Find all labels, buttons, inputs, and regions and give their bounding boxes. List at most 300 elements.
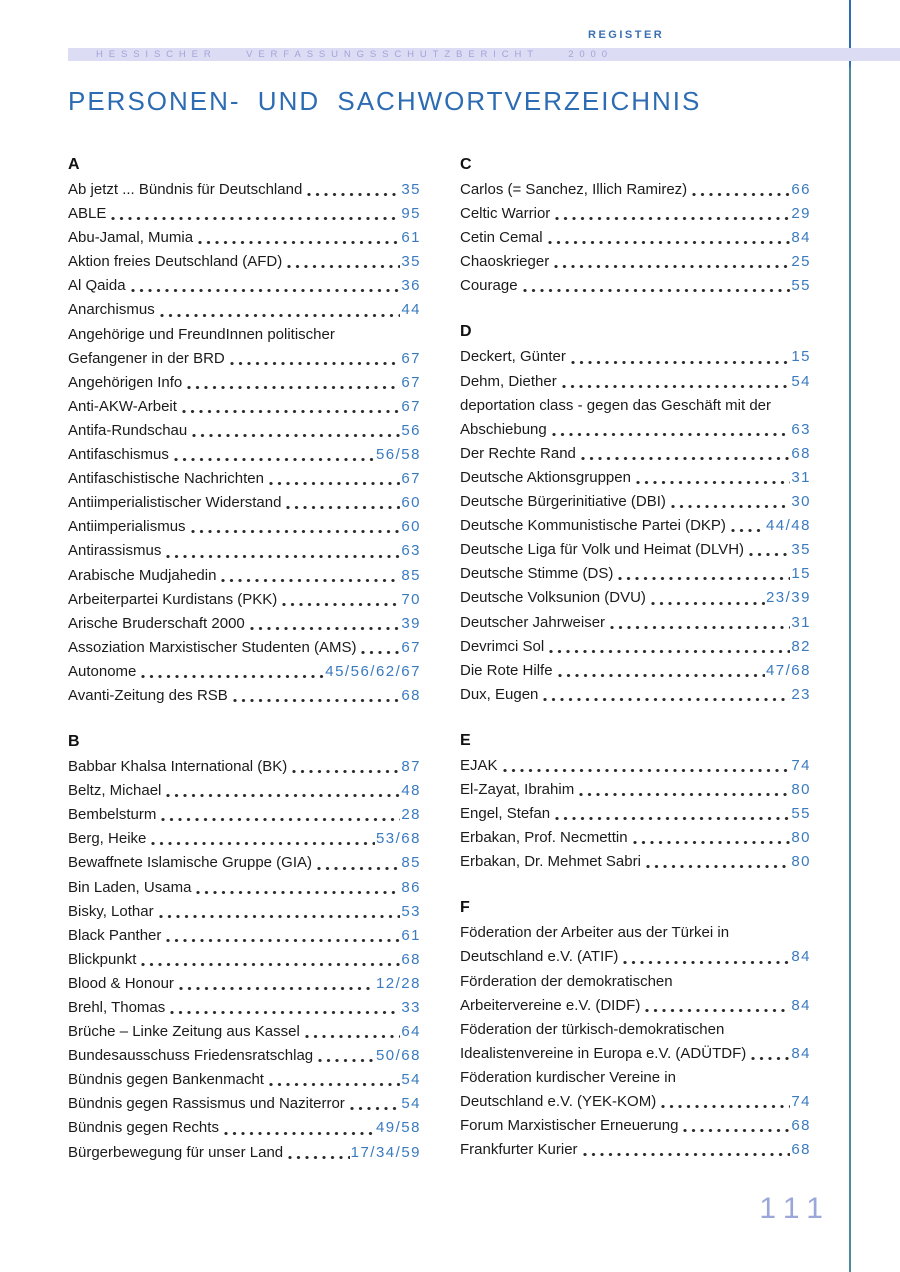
dot-leader <box>555 217 790 220</box>
vertical-rule <box>849 0 851 1272</box>
section-letter: A <box>68 156 80 173</box>
entry-pages: 67 <box>401 349 421 367</box>
index-entry <box>68 298 421 322</box>
dot-leader <box>749 553 790 556</box>
entry-text: Antifaschismus <box>68 446 169 464</box>
section-letter: E <box>460 731 471 749</box>
entry-text: Abschiebung <box>460 420 547 438</box>
dot-leader <box>166 794 400 797</box>
entry-pages: 49/58 <box>375 1119 421 1137</box>
entry-text: deportation class - gegen das Geschäft mit der <box>460 396 772 414</box>
dot-leader <box>671 505 790 508</box>
dot-leader <box>269 1083 400 1086</box>
index-entry <box>68 539 421 563</box>
dot-leader <box>751 1057 790 1060</box>
index-entry <box>68 779 421 803</box>
index-entry <box>460 250 811 274</box>
entry-text: Föderation der Arbeiter aus der Türkei in <box>460 924 730 942</box>
dot-leader <box>317 867 400 870</box>
entry-text: Dux, Eugen <box>460 685 539 703</box>
entry-text: Föderation kurdischer Vereine in <box>460 1068 676 1086</box>
index-entry <box>68 395 421 419</box>
entry-pages: 68 <box>791 1141 811 1159</box>
entry-pages: 28 <box>401 806 421 824</box>
entry-text: Deutsche Volksunion (DVU) <box>460 589 646 607</box>
index-entry <box>68 274 421 298</box>
dot-leader <box>610 626 790 629</box>
dot-leader <box>288 1156 349 1159</box>
entry-pages: 54 <box>791 372 811 390</box>
entry-text: Deutsche Kommunistische Partei (DKP) <box>460 517 726 535</box>
index-entry <box>68 1068 421 1092</box>
entry-pages: 35 <box>401 181 421 198</box>
entry-text: Brüche – Linke Zeitung aus Kassel <box>68 1023 300 1041</box>
dot-leader <box>555 817 790 820</box>
entry-text: Bembelsturm <box>68 806 157 824</box>
entry-text: Chaoskrieger <box>460 253 550 271</box>
dot-leader <box>191 530 401 533</box>
index-column-right <box>460 152 811 1183</box>
dot-leader <box>187 386 400 389</box>
entry-text: Bündnis gegen Bankenmacht <box>68 1071 264 1089</box>
entry-pages: 44/48 <box>765 517 811 535</box>
entry-pages: 60 <box>401 494 421 512</box>
entry-pages: 84 <box>791 229 811 247</box>
entry-text: Ab jetzt ... Bündnis für Deutschland <box>68 181 303 198</box>
entry-text: Bewaffnete Islamische Gruppe (GIA) <box>68 854 312 872</box>
entry-text: Antifa-Rundschau <box>68 421 188 439</box>
entry-text: Cetin Cemal <box>460 229 543 247</box>
dot-leader <box>282 603 400 606</box>
entry-text: Aktion freies Deutschland (AFD) <box>68 253 283 271</box>
index-section-B <box>68 729 421 1165</box>
entry-text: Gefangener in der BRD <box>68 349 225 367</box>
entry-text: Antirassismus <box>68 542 162 560</box>
index-entry <box>460 850 811 874</box>
dot-leader <box>286 506 400 509</box>
index-entry <box>68 924 421 948</box>
index-entry <box>460 274 811 298</box>
index-entry <box>68 226 421 250</box>
entry-text: Bürgerbewegung für unser Land <box>68 1143 284 1161</box>
dot-leader <box>160 314 401 317</box>
page-number: 111 <box>759 1192 832 1225</box>
entry-pages: 85 <box>401 566 421 584</box>
entry-pages: 68 <box>401 950 421 968</box>
index-entry <box>460 586 811 610</box>
entry-pages: 33 <box>401 999 421 1016</box>
entry-text: Carlos (= Sanchez, Illich Ramirez) <box>460 181 688 198</box>
entry-pages: 17/34/59 <box>350 1143 421 1161</box>
dot-leader <box>552 433 791 436</box>
entry-pages: 50/68 <box>375 1047 421 1065</box>
index-entry <box>68 996 421 1020</box>
dot-leader <box>161 818 400 821</box>
index-entry <box>460 226 811 250</box>
entry-text: Engel, Stefan <box>460 805 551 823</box>
dot-leader <box>250 627 401 630</box>
index-entry <box>68 371 421 395</box>
dot-leader <box>269 482 400 485</box>
index-entry <box>68 1044 421 1068</box>
entry-pages: 23 <box>791 685 811 703</box>
dot-leader <box>224 1132 375 1135</box>
dot-leader <box>361 651 400 654</box>
entry-text: Forum Marxistischer Erneuerung <box>460 1117 679 1135</box>
entry-text: EJAK <box>460 756 498 774</box>
entry-pages: 29 <box>791 205 811 223</box>
entry-pages: 67 <box>401 638 421 656</box>
dot-leader <box>558 674 765 677</box>
entry-text: Deutsche Bürgerinitiative (DBI) <box>460 493 666 511</box>
entry-text: Dehm, Diether <box>460 372 557 390</box>
index-entry <box>460 394 811 418</box>
index-entry <box>68 467 421 491</box>
entry-text: Deutschland e.V. (ATIF) <box>460 948 619 966</box>
entry-pages: 53/68 <box>375 830 421 848</box>
dot-leader <box>233 699 401 702</box>
index-entry <box>68 612 421 636</box>
entry-pages: 74 <box>791 756 811 774</box>
entry-pages: 64 <box>401 1023 421 1041</box>
entry-pages: 74 <box>791 1093 811 1110</box>
entry-text: Erbakan, Prof. Necmettin <box>460 829 628 847</box>
index-entry <box>68 636 421 660</box>
section-letter: B <box>68 733 80 751</box>
entry-text: Förderation der demokratischen <box>460 972 673 990</box>
entry-text: Deckert, Günter <box>460 348 566 366</box>
index-entry <box>68 588 421 612</box>
index-entry <box>460 442 811 466</box>
page-title: PERSONEN- UND SACHWORTVERZEICHNIS <box>68 86 702 116</box>
index-entry <box>68 202 421 226</box>
index-entry <box>460 1042 811 1066</box>
entry-text: Anarchismus <box>68 301 155 319</box>
entry-text: Deutsche Liga für Volk und Heimat (DLVH) <box>460 541 745 559</box>
index-entry <box>68 443 421 467</box>
entry-pages: 82 <box>791 637 811 655</box>
entry-text: Bündnis gegen Rechts <box>68 1119 219 1137</box>
index-entry <box>68 178 421 202</box>
entry-pages: 30 <box>791 493 811 511</box>
entry-pages: 80 <box>791 829 811 847</box>
entry-text: Angehörige und FreundInnen politischer <box>68 325 335 343</box>
index-entry <box>68 803 421 827</box>
dot-leader <box>307 193 400 196</box>
dot-leader <box>221 579 400 582</box>
dot-leader <box>548 241 791 244</box>
index-entry <box>460 635 811 659</box>
entry-text: Deutsche Aktionsgruppen <box>460 468 631 486</box>
entry-text: Antifaschistische Nachrichten <box>68 470 264 488</box>
dot-leader <box>166 555 400 558</box>
entry-pages: 55 <box>791 805 811 823</box>
entry-text: Blickpunkt <box>68 950 137 968</box>
entry-text: Devrimci Sol <box>460 637 545 655</box>
entry-text: Arbeitervereine e.V. (DIDF) <box>460 996 641 1014</box>
entry-pages: 35 <box>401 253 421 271</box>
entry-text: Der Rechte Rand <box>460 444 576 462</box>
index-entry <box>68 827 421 851</box>
entry-text: Autonome <box>68 662 137 680</box>
dot-leader <box>141 963 400 966</box>
entry-text: El-Zayat, Ibrahim <box>460 780 575 798</box>
report-title-band <box>68 48 900 61</box>
index-entry <box>460 921 811 945</box>
index-entry <box>68 948 421 972</box>
entry-pages: 12/28 <box>375 974 421 992</box>
dot-leader <box>170 1011 400 1014</box>
index-entry <box>68 660 421 684</box>
entry-pages: 67 <box>401 397 421 415</box>
index-entry <box>68 419 421 443</box>
index-entry <box>68 1020 421 1044</box>
index-entry <box>460 994 811 1018</box>
entry-pages: 68 <box>791 1117 811 1135</box>
entry-pages: 15 <box>791 565 811 583</box>
entry-pages: 48 <box>401 782 421 800</box>
entry-text: Idealistenvereine in Europa e.V. (ADÜTDF) <box>460 1044 747 1062</box>
index-entry <box>68 755 421 779</box>
dot-leader <box>141 675 324 678</box>
entry-text: Bündnis gegen Rassismus und Naziterror <box>68 1095 345 1113</box>
entry-text: Al Qaida <box>68 277 126 295</box>
entry-pages: 31 <box>791 613 811 631</box>
index-entry <box>460 418 811 442</box>
index-entry <box>460 538 811 562</box>
entry-text: ABLE <box>68 205 107 223</box>
index-entry <box>68 515 421 539</box>
index-entry <box>68 491 421 515</box>
section-letter: D <box>460 323 472 341</box>
index-column-left <box>68 152 421 1186</box>
entry-pages: 70 <box>401 590 421 608</box>
dot-leader <box>198 241 400 244</box>
entry-text: Avanti-Zeitung des RSB <box>68 686 228 704</box>
entry-text: Deutscher Jahrweiser <box>460 613 606 631</box>
register-label: REGISTER <box>588 29 665 41</box>
entry-text: Deutschland e.V. (YEK-KOM) <box>460 1093 657 1110</box>
dot-leader <box>151 842 375 845</box>
index-entry <box>68 876 421 900</box>
dot-leader <box>174 458 375 461</box>
index-entry <box>68 851 421 875</box>
dot-leader <box>543 698 790 701</box>
index-entry <box>460 778 811 802</box>
dot-leader <box>166 939 400 942</box>
dot-leader <box>623 961 790 964</box>
entry-text: Frankfurter Kurier <box>460 1141 578 1159</box>
index-entry <box>68 684 421 708</box>
entry-pages: 63 <box>401 542 421 560</box>
entry-pages: 56 <box>401 421 421 439</box>
entry-pages: 55 <box>791 277 811 295</box>
index-entry <box>68 1116 421 1140</box>
entry-text: Abu-Jamal, Mumia <box>68 229 194 247</box>
entry-text: Deutsche Stimme (DS) <box>460 565 614 583</box>
dot-leader <box>503 769 791 772</box>
dot-leader <box>523 289 791 292</box>
dot-leader <box>318 1059 375 1062</box>
entry-text: Beltz, Michael <box>68 782 162 800</box>
entry-text: Arische Bruderschaft 2000 <box>68 614 245 632</box>
entry-text: Bundesausschuss Friedensratschlag <box>68 1047 314 1065</box>
report-title-band-text: HESSISCHER VERFASSUNGSSCHUTZBERICHT 2000 <box>96 49 613 60</box>
index-entry <box>460 945 811 969</box>
dot-leader <box>287 265 400 268</box>
entry-text: Bin Laden, Usama <box>68 878 192 896</box>
entry-pages: 15 <box>791 348 811 366</box>
entry-pages: 95 <box>401 205 421 223</box>
dot-leader <box>131 289 401 292</box>
entry-pages: 84 <box>791 948 811 966</box>
index-entry <box>460 1066 811 1090</box>
entry-text: Arbeiterpartei Kurdistans (PKK) <box>68 590 278 608</box>
index-section-E <box>460 728 811 874</box>
entry-text: Föderation der türkisch-demokratischen <box>460 1020 725 1038</box>
entry-text: Antiimperialismus <box>68 518 186 536</box>
dot-leader <box>633 841 791 844</box>
entry-pages: 63 <box>791 420 811 438</box>
entry-pages: 68 <box>791 444 811 462</box>
entry-pages: 84 <box>791 996 811 1014</box>
dot-leader <box>182 410 400 413</box>
entry-text: Berg, Heike <box>68 830 147 848</box>
entry-pages: 54 <box>401 1071 421 1089</box>
index-section-A <box>68 152 421 708</box>
dot-leader <box>549 650 790 653</box>
index-entry <box>460 1018 811 1042</box>
dot-leader <box>618 577 790 580</box>
dot-leader <box>636 481 790 484</box>
entry-text: Celtic Warrior <box>460 205 551 223</box>
dot-leader <box>305 1035 401 1038</box>
entry-text: Die Rote Hilfe <box>460 661 553 679</box>
entry-pages: 39 <box>401 614 421 632</box>
entry-text: Bisky, Lothar <box>68 902 154 920</box>
entry-text: Antiimperialistischer Widerstand <box>68 494 282 512</box>
dot-leader <box>292 770 400 773</box>
index-entry <box>68 900 421 924</box>
index-entry <box>460 754 811 778</box>
dot-leader <box>583 1153 791 1156</box>
entry-pages: 54 <box>401 1095 421 1113</box>
index-entry <box>460 514 811 538</box>
dot-leader <box>179 987 375 990</box>
index-entry <box>460 1114 811 1138</box>
dot-leader <box>692 193 790 196</box>
dot-leader <box>579 793 790 796</box>
dot-leader <box>571 361 790 364</box>
entry-pages: 35 <box>791 541 811 559</box>
entry-pages: 68 <box>401 686 421 704</box>
entry-text: Arabische Mudjahedin <box>68 566 217 584</box>
entry-pages: 80 <box>791 853 811 871</box>
index-entry <box>460 345 811 369</box>
dot-leader <box>683 1129 790 1132</box>
dot-leader <box>230 362 401 365</box>
entry-pages: 56/58 <box>375 446 421 464</box>
dot-leader <box>645 1009 790 1012</box>
index-entry <box>68 972 421 996</box>
entry-pages: 66 <box>791 181 811 198</box>
index-entry <box>460 490 811 514</box>
entry-pages: 85 <box>401 854 421 872</box>
entry-pages: 61 <box>401 229 421 247</box>
dot-leader <box>646 865 790 868</box>
index-entry <box>68 347 421 371</box>
entry-pages: 23/39 <box>765 589 811 607</box>
entry-text: Babbar Khalsa International (BK) <box>68 758 288 776</box>
entry-text: Blood & Honour <box>68 974 174 992</box>
dot-leader <box>562 385 791 388</box>
entry-pages: 67 <box>401 470 421 488</box>
dot-leader <box>192 434 400 437</box>
dot-leader <box>661 1105 790 1108</box>
entry-text: Courage <box>460 277 518 295</box>
index-section-C <box>460 152 811 298</box>
entry-text: Black Panther <box>68 926 162 944</box>
dot-leader <box>196 891 400 894</box>
index-entry <box>68 1092 421 1116</box>
index-section-D <box>460 319 811 706</box>
entry-pages: 86 <box>401 878 421 896</box>
index-entry <box>460 659 811 683</box>
section-letter: C <box>460 156 472 173</box>
index-entry <box>460 466 811 490</box>
entry-text: Anti-AKW-Arbeit <box>68 397 177 415</box>
entry-pages: 87 <box>401 758 421 776</box>
index-entry <box>460 802 811 826</box>
index-entry <box>460 178 811 202</box>
entry-pages: 61 <box>401 926 421 944</box>
entry-pages: 47/68 <box>765 661 811 679</box>
entry-pages: 45/56/62/67 <box>325 662 421 680</box>
dot-leader <box>651 602 765 605</box>
index-entry <box>460 1090 811 1114</box>
entry-text: Assoziation Marxistischer Studenten (AMS) <box>68 638 357 656</box>
dot-leader <box>111 217 400 220</box>
entry-text: Erbakan, Dr. Mehmet Sabri <box>460 853 641 871</box>
index-entry <box>460 611 811 635</box>
dot-leader <box>731 529 765 532</box>
entry-text: Brehl, Thomas <box>68 999 166 1016</box>
entry-pages: 67 <box>401 373 421 391</box>
entry-pages: 36 <box>401 277 421 295</box>
dot-leader <box>581 457 790 460</box>
index-entry <box>460 683 811 707</box>
section-letter: F <box>460 899 470 917</box>
entry-pages: 84 <box>791 1044 811 1062</box>
entry-pages: 44 <box>401 301 421 319</box>
entry-pages: 80 <box>791 780 811 798</box>
dot-leader <box>554 265 790 268</box>
index-entry <box>460 202 811 226</box>
dot-leader <box>350 1107 401 1110</box>
index-entry <box>68 564 421 588</box>
index-entry <box>68 323 421 347</box>
entry-pages: 53 <box>401 902 421 920</box>
dot-leader <box>159 915 401 918</box>
entry-pages: 60 <box>401 518 421 536</box>
index-entry <box>460 562 811 586</box>
index-entry <box>460 370 811 394</box>
entry-pages: 25 <box>791 253 811 271</box>
entry-text: Angehörigen Info <box>68 373 183 391</box>
index-entry <box>68 250 421 274</box>
index-entry <box>460 826 811 850</box>
index-entry <box>460 1138 811 1162</box>
